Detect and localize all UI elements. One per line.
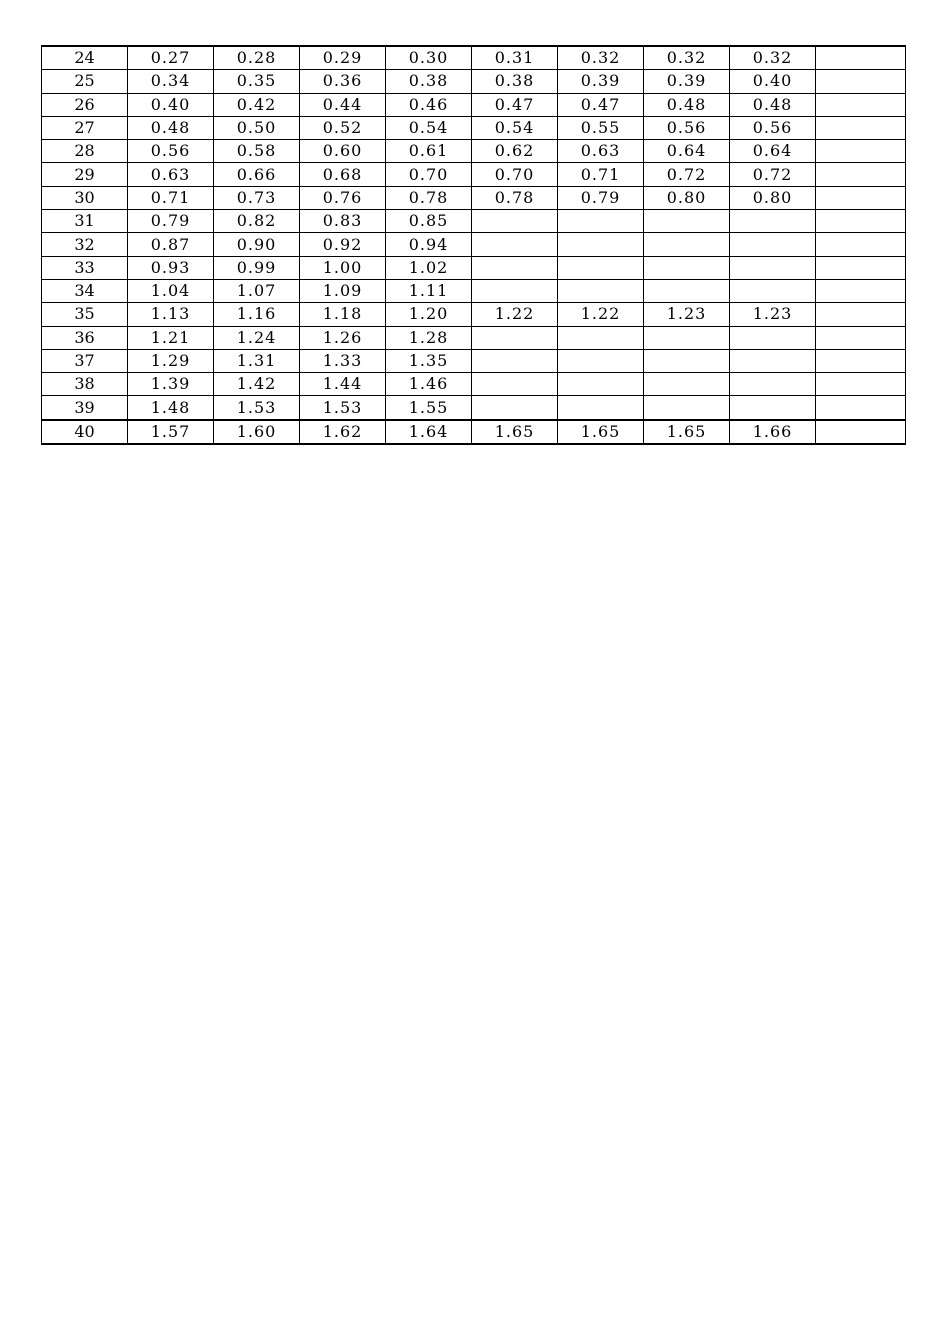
value-cell: 0.64 bbox=[644, 140, 730, 163]
value-cell: 0.70 bbox=[472, 163, 558, 186]
value-cell bbox=[816, 349, 906, 372]
value-cell: 1.23 bbox=[644, 303, 730, 326]
value-cell: 0.56 bbox=[644, 116, 730, 139]
value-cell: 1.29 bbox=[128, 349, 214, 372]
value-cell bbox=[558, 279, 644, 302]
value-cell: 1.65 bbox=[472, 420, 558, 444]
value-cell: 0.54 bbox=[386, 116, 472, 139]
row-id-cell: 37 bbox=[42, 349, 128, 372]
value-cell bbox=[558, 349, 644, 372]
value-cell bbox=[816, 256, 906, 279]
table-row bbox=[42, 210, 906, 233]
table-row bbox=[42, 70, 906, 93]
value-cell bbox=[816, 373, 906, 396]
value-cell bbox=[472, 326, 558, 349]
value-cell: 1.18 bbox=[300, 303, 386, 326]
value-cell bbox=[558, 396, 644, 420]
value-cell: 0.38 bbox=[472, 70, 558, 93]
value-cell: 0.87 bbox=[128, 233, 214, 256]
value-cell bbox=[730, 233, 816, 256]
table-row bbox=[42, 303, 906, 326]
value-cell: 0.40 bbox=[128, 93, 214, 116]
table-row bbox=[42, 140, 906, 163]
value-cell: 1.48 bbox=[128, 396, 214, 420]
table-row bbox=[42, 326, 906, 349]
value-cell: 0.28 bbox=[214, 46, 300, 70]
table-row bbox=[42, 420, 906, 444]
value-cell: 1.16 bbox=[214, 303, 300, 326]
value-cell: 1.35 bbox=[386, 349, 472, 372]
table-body bbox=[42, 46, 906, 444]
value-cell: 0.50 bbox=[214, 116, 300, 139]
row-id-cell: 26 bbox=[42, 93, 128, 116]
value-cell: 0.39 bbox=[644, 70, 730, 93]
value-cell bbox=[644, 396, 730, 420]
value-cell bbox=[558, 256, 644, 279]
value-cell: 1.55 bbox=[386, 396, 472, 420]
value-cell: 1.24 bbox=[214, 326, 300, 349]
value-cell: 0.92 bbox=[300, 233, 386, 256]
value-cell: 1.33 bbox=[300, 349, 386, 372]
table-row bbox=[42, 93, 906, 116]
table-row bbox=[42, 256, 906, 279]
value-cell: 0.46 bbox=[386, 93, 472, 116]
value-cell: 1.02 bbox=[386, 256, 472, 279]
value-cell: 0.32 bbox=[730, 46, 816, 70]
value-cell: 0.79 bbox=[128, 210, 214, 233]
value-cell: 0.80 bbox=[730, 186, 816, 209]
value-cell bbox=[472, 373, 558, 396]
row-id-cell: 28 bbox=[42, 140, 128, 163]
row-id-cell: 29 bbox=[42, 163, 128, 186]
value-cell: 0.63 bbox=[558, 140, 644, 163]
value-cell: 0.82 bbox=[214, 210, 300, 233]
row-id-cell: 36 bbox=[42, 326, 128, 349]
row-id-cell: 31 bbox=[42, 210, 128, 233]
value-cell: 1.11 bbox=[386, 279, 472, 302]
value-cell bbox=[472, 256, 558, 279]
value-cell: 0.90 bbox=[214, 233, 300, 256]
row-id-cell: 33 bbox=[42, 256, 128, 279]
value-cell: 0.94 bbox=[386, 233, 472, 256]
value-cell bbox=[816, 396, 906, 420]
table-row bbox=[42, 116, 906, 139]
row-id-cell: 32 bbox=[42, 233, 128, 256]
value-cell: 0.78 bbox=[472, 186, 558, 209]
row-id-cell: 39 bbox=[42, 396, 128, 420]
value-cell: 1.13 bbox=[128, 303, 214, 326]
value-cell bbox=[730, 279, 816, 302]
value-cell: 0.73 bbox=[214, 186, 300, 209]
table-row bbox=[42, 349, 906, 372]
value-cell: 1.62 bbox=[300, 420, 386, 444]
value-cell: 0.40 bbox=[730, 70, 816, 93]
table-row bbox=[42, 186, 906, 209]
value-cell: 0.54 bbox=[472, 116, 558, 139]
table-row bbox=[42, 373, 906, 396]
value-cell bbox=[816, 326, 906, 349]
value-cell: 0.48 bbox=[730, 93, 816, 116]
value-cell: 0.99 bbox=[214, 256, 300, 279]
value-cell: 0.38 bbox=[386, 70, 472, 93]
value-cell: 1.53 bbox=[300, 396, 386, 420]
row-id-cell: 40 bbox=[42, 420, 128, 444]
value-cell: 0.93 bbox=[128, 256, 214, 279]
value-cell: 1.60 bbox=[214, 420, 300, 444]
value-cell: 1.53 bbox=[214, 396, 300, 420]
value-cell bbox=[644, 279, 730, 302]
value-cell bbox=[730, 349, 816, 372]
value-cell: 0.71 bbox=[558, 163, 644, 186]
value-cell: 0.39 bbox=[558, 70, 644, 93]
value-cell bbox=[472, 210, 558, 233]
value-cell: 1.22 bbox=[558, 303, 644, 326]
value-cell: 1.07 bbox=[214, 279, 300, 302]
value-cell: 0.62 bbox=[472, 140, 558, 163]
value-cell: 0.42 bbox=[214, 93, 300, 116]
value-cell bbox=[644, 256, 730, 279]
row-id-cell: 24 bbox=[42, 46, 128, 70]
value-cell: 0.61 bbox=[386, 140, 472, 163]
value-cell bbox=[558, 210, 644, 233]
value-cell: 1.46 bbox=[386, 373, 472, 396]
value-cell: 0.71 bbox=[128, 186, 214, 209]
value-cell bbox=[644, 349, 730, 372]
value-cell bbox=[644, 326, 730, 349]
value-cell: 0.80 bbox=[644, 186, 730, 209]
value-cell: 0.35 bbox=[214, 70, 300, 93]
value-cell: 1.39 bbox=[128, 373, 214, 396]
value-cell: 1.04 bbox=[128, 279, 214, 302]
value-cell bbox=[730, 373, 816, 396]
value-cell: 0.79 bbox=[558, 186, 644, 209]
value-cell: 1.21 bbox=[128, 326, 214, 349]
value-cell: 0.27 bbox=[128, 46, 214, 70]
value-cell bbox=[472, 349, 558, 372]
value-cell: 0.66 bbox=[214, 163, 300, 186]
value-cell: 0.63 bbox=[128, 163, 214, 186]
value-cell: 1.26 bbox=[300, 326, 386, 349]
value-cell: 0.56 bbox=[730, 116, 816, 139]
value-cell: 0.52 bbox=[300, 116, 386, 139]
value-cell bbox=[472, 233, 558, 256]
value-cell: 0.60 bbox=[300, 140, 386, 163]
value-cell: 0.70 bbox=[386, 163, 472, 186]
value-cell: 0.47 bbox=[472, 93, 558, 116]
row-id-cell: 30 bbox=[42, 186, 128, 209]
value-cell: 1.23 bbox=[730, 303, 816, 326]
value-cell bbox=[816, 186, 906, 209]
value-cell: 0.72 bbox=[730, 163, 816, 186]
value-cell: 0.85 bbox=[386, 210, 472, 233]
value-cell: 0.30 bbox=[386, 46, 472, 70]
value-cell bbox=[644, 210, 730, 233]
value-cell bbox=[730, 256, 816, 279]
value-cell: 0.32 bbox=[558, 46, 644, 70]
value-cell bbox=[472, 279, 558, 302]
value-cell: 1.22 bbox=[472, 303, 558, 326]
table-row bbox=[42, 163, 906, 186]
value-cell: 1.28 bbox=[386, 326, 472, 349]
value-cell: 1.42 bbox=[214, 373, 300, 396]
table-row bbox=[42, 233, 906, 256]
row-id-cell: 25 bbox=[42, 70, 128, 93]
value-cell: 0.78 bbox=[386, 186, 472, 209]
value-cell bbox=[730, 210, 816, 233]
value-cell bbox=[816, 116, 906, 139]
value-cell: 0.72 bbox=[644, 163, 730, 186]
value-cell: 0.29 bbox=[300, 46, 386, 70]
value-cell bbox=[558, 326, 644, 349]
value-cell bbox=[816, 303, 906, 326]
value-cell: 0.83 bbox=[300, 210, 386, 233]
table-row bbox=[42, 279, 906, 302]
value-cell bbox=[816, 46, 906, 70]
value-cell bbox=[558, 233, 644, 256]
value-cell bbox=[730, 326, 816, 349]
value-cell: 1.44 bbox=[300, 373, 386, 396]
value-cell bbox=[816, 93, 906, 116]
value-cell bbox=[644, 233, 730, 256]
value-cell bbox=[816, 163, 906, 186]
value-cell: 0.48 bbox=[644, 93, 730, 116]
row-id-cell: 35 bbox=[42, 303, 128, 326]
value-cell: 0.47 bbox=[558, 93, 644, 116]
value-cell: 0.76 bbox=[300, 186, 386, 209]
value-cell bbox=[816, 210, 906, 233]
value-cell: 1.64 bbox=[386, 420, 472, 444]
value-cell: 0.68 bbox=[300, 163, 386, 186]
row-id-cell: 34 bbox=[42, 279, 128, 302]
value-cell bbox=[472, 396, 558, 420]
value-cell: 1.66 bbox=[730, 420, 816, 444]
value-cell: 1.57 bbox=[128, 420, 214, 444]
value-cell bbox=[816, 233, 906, 256]
value-cell: 1.31 bbox=[214, 349, 300, 372]
value-cell: 1.65 bbox=[644, 420, 730, 444]
value-cell: 0.58 bbox=[214, 140, 300, 163]
value-cell bbox=[816, 140, 906, 163]
value-cell: 0.56 bbox=[128, 140, 214, 163]
value-cell bbox=[816, 420, 906, 444]
row-id-cell: 27 bbox=[42, 116, 128, 139]
value-cell: 0.34 bbox=[128, 70, 214, 93]
row-id-cell: 38 bbox=[42, 373, 128, 396]
value-cell bbox=[558, 373, 644, 396]
value-cell bbox=[644, 373, 730, 396]
value-cell: 0.64 bbox=[730, 140, 816, 163]
table-row bbox=[42, 46, 906, 70]
value-cell: 0.55 bbox=[558, 116, 644, 139]
value-cell bbox=[730, 396, 816, 420]
value-cell: 0.32 bbox=[644, 46, 730, 70]
data-table bbox=[41, 45, 906, 445]
value-cell: 0.44 bbox=[300, 93, 386, 116]
value-cell: 1.09 bbox=[300, 279, 386, 302]
value-cell bbox=[816, 70, 906, 93]
table-row bbox=[42, 396, 906, 420]
data-table-container bbox=[41, 45, 905, 445]
value-cell: 1.20 bbox=[386, 303, 472, 326]
value-cell: 0.36 bbox=[300, 70, 386, 93]
value-cell bbox=[816, 279, 906, 302]
value-cell: 0.48 bbox=[128, 116, 214, 139]
value-cell: 1.65 bbox=[558, 420, 644, 444]
value-cell: 1.00 bbox=[300, 256, 386, 279]
value-cell: 0.31 bbox=[472, 46, 558, 70]
